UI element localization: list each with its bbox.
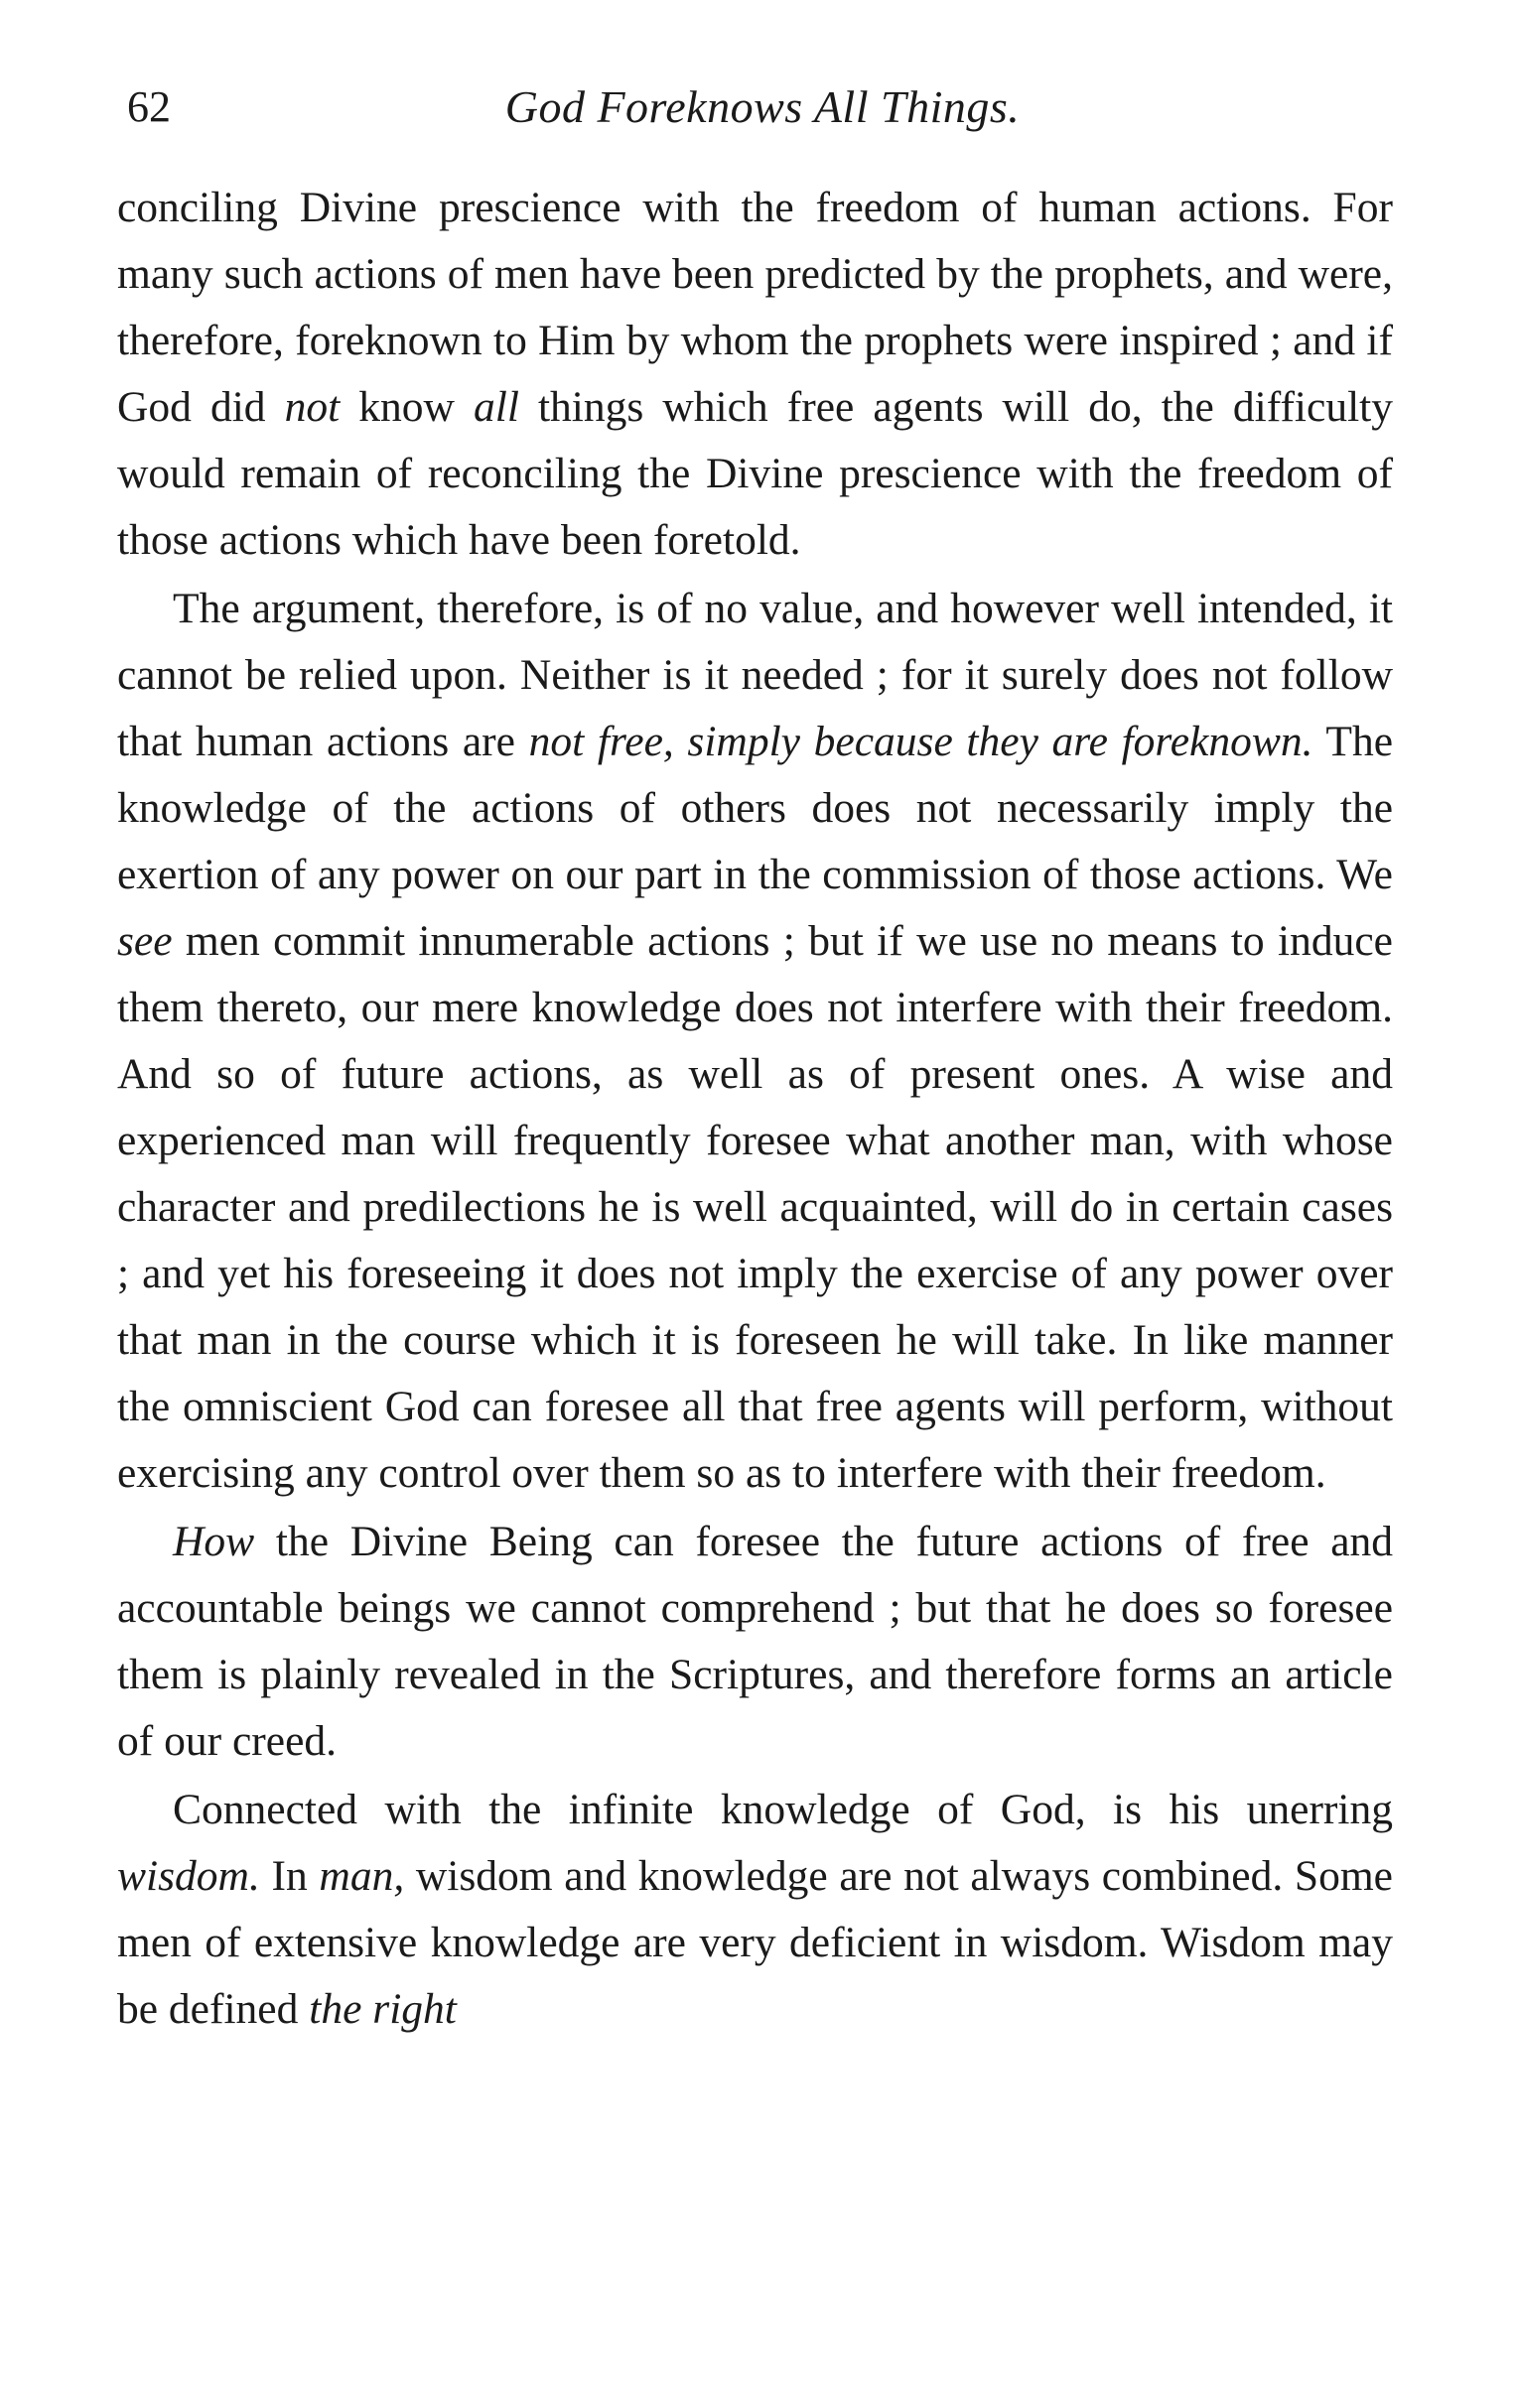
- text-segment: the Divine Being can foresee the future actions of free and accountable beings we cannot comprehend ; but that he does so foresee them is plainly revealed in the Scriptures, and therefore forms an article of our creed.: [117, 1518, 1393, 1765]
- italic-segment: wisdom.: [117, 1852, 260, 1900]
- text-segment: The knowledge of the actions of others does not necessarily imply the exertion of any power on our part in the commission of those actions. We: [117, 718, 1394, 898]
- italic-segment: not: [284, 383, 341, 431]
- running-head: [127, 77, 1398, 137]
- page-number: 62: [127, 82, 171, 131]
- text-segment: men commit innumerable actions ; but if we use no means to induce them thereto, our mere knowledge does not interfere with their freedom. And so of future actions, as well as of present ones. A wise and experienced man will frequently foresee what another man, with whose character and predilections he is well acquainted, will do in certain cases ; and yet his foreseeing it does not imply the exercise of any power over that man in the course which it is foreseen he will take. In like manner the omniscient God can foresee all that free agents will perform, without exercising any control over them so as to interfere with their freedom.: [117, 917, 1393, 1497]
- paragraph-4: [117, 1777, 1393, 2043]
- running-title: God Foreknows All Things.: [504, 81, 1021, 132]
- text-segment: The argument, therefore, is of no value, and however well intended, it cannot be relied upon. Neither is it needed ; for it surely does not follow that human actions are: [117, 585, 1393, 765]
- italic-segment: see: [117, 917, 173, 965]
- text-segment: Connected with the infinite knowledge of God, is his unerring: [173, 1786, 1393, 1833]
- italic-segment: all: [473, 383, 519, 431]
- text-segment: In: [259, 1852, 320, 1900]
- paragraph-1: [117, 175, 1393, 574]
- text-segment: know: [340, 383, 474, 431]
- text-segment: things which free agents will do, the difficulty would remain of reconciling the Divine prescience with the freedom of those actions which have been foretold.: [117, 383, 1393, 564]
- italic-segment: the right: [309, 1985, 457, 2033]
- text-segment: wisdom and knowledge are not always combined. Some men of extensive knowledge are very deficient in wisdom. Wisdom may be defined: [117, 1852, 1393, 2033]
- text-segment: conciling Divine prescience with the freedom of human actions. For many such actions of men have been predicted by the prophets, and were, therefore, foreknown to Him by whom the prophets were inspired ; and if God did: [117, 184, 1393, 431]
- body-text: [117, 175, 1393, 2043]
- italic-segment: man,: [319, 1852, 405, 1900]
- italic-segment: How: [173, 1518, 255, 1565]
- paragraph-2: [117, 576, 1393, 1507]
- paragraph-3: [117, 1509, 1393, 1775]
- italic-segment: not free, simply because they are foreknown.: [528, 718, 1313, 765]
